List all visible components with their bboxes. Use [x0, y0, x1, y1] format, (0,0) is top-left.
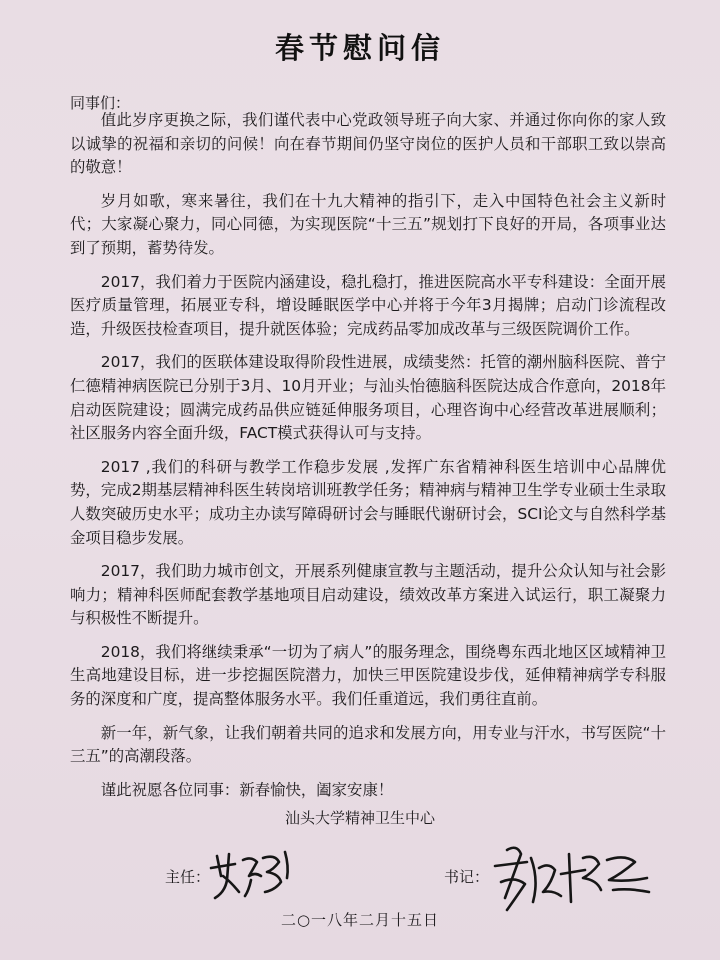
paragraph: 2017，我们着力于医院内涵建设，稳扎稳打，推进医院高水平专科建设：全面开展医疗质量管理，拓展亚专科，增设睡眠医学中心并将于今年3月揭牌；启动门诊流程改造，升级医技检查项目，提升就医体验；完成药品零加成改革与三级医院调价工作。 [70, 272, 666, 338]
paragraph: 2017 ,我们的科研与教学工作稳步发展 ,发挥广东省精神科医生培训中心品牌优势，完成2期基层精神科医生转岗培训班教学任务；精神病与精神卫生学专业硕士生录取人数突破历史水平；成功主办读写障碍研讨会与睡眠代谢研讨会，SCI论文与自然科学基金项目稳步发展。 [70, 457, 666, 547]
paragraph: 2017，我们助力城市创文，开展系列健康宣教与主题活动，提升公众认知与社会影响力；精神科医师配套教学基地项目启动建设，绩效改革方案进入试运行，职工凝聚力与积极性不断提升。 [70, 562, 666, 628]
secretary-label: 书记： [444, 868, 490, 886]
director-signature [205, 846, 297, 902]
paragraph: 岁月如歌，寒来暑往，我们在十九大精神的指引下，走入中国特色社会主义新时代；大家凝心聚力，同心同德，为实现医院“十三五”规划打下良好的开局，各项事业达到了预期，蓄势待发。 [70, 191, 666, 257]
letter-body [70, 109, 666, 812]
salutation: 同事们： [70, 94, 131, 112]
paragraph: 值此岁序更换之际，我们谨代表中心党政领导班子向大家、并通过你向你的家人致以诚挚的祝福和亲切的问候！向在春节期间仍坚守岗位的医护人员和干部职工致以崇高的敬意！ [70, 111, 666, 177]
secretary-signature [487, 840, 657, 916]
paragraph: 新一年，新气象，让我们朝着共同的追求和发展方向，用专业与汗水，书写医院“十三五”的高潮段落。 [70, 723, 666, 766]
letter-date: 二○一八年二月十五日 [280, 911, 440, 929]
letter-title: 春节慰问信 [274, 31, 445, 65]
director-label: 主任： [165, 868, 211, 886]
organization-name: 汕头大学精神卫生中心 [284, 809, 435, 827]
paragraph: 谨此祝愿各位同事：新春愉快，阖家安康！ [100, 780, 394, 799]
paragraph: 2017，我们的医联体建设取得阶段性进展，成绩斐然：托管的潮州脑科医院、普宁仁德精神病医院已分别于3月、10月开业；与汕头怡德脑科医院达成合作意向，2018年启动医院建设；圆满完成药品供应链延伸服务项目，心理咨询中心经营改革进展顺利；社区服务内容全面升级，FACT模式获得认可与支持。 [70, 353, 666, 443]
paragraph: 2018，我们将继续秉承“一切为了病人”的服务理念，围绕粤东西北地区区域精神卫生高地建设目标，进一步挖掘医院潜力，加快三甲医院建设步伐，延伸精神病学专科服务的深度和广度，提高整体服务水平。我们任重道远，我们勇往直前。 [70, 642, 666, 709]
